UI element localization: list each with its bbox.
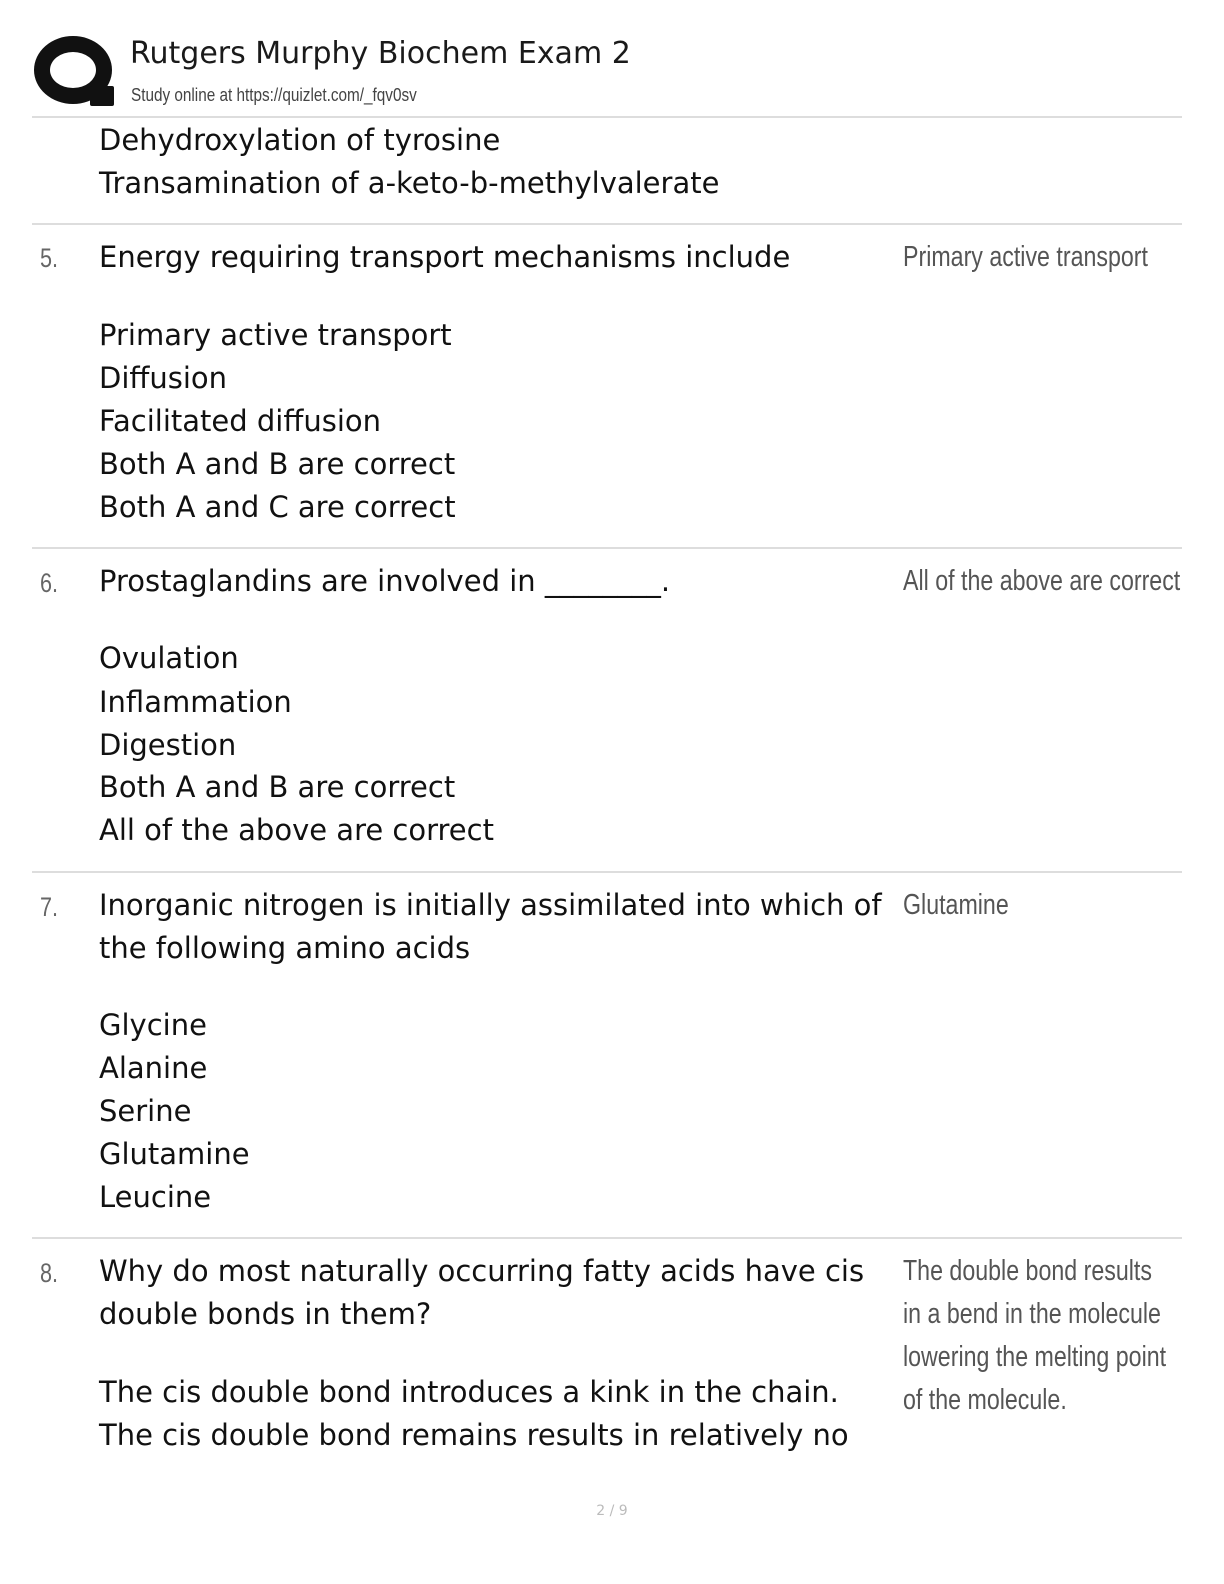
question-text: the following amino acids (99, 931, 471, 965)
option-text: Transamination of a-keto-b-methylvalerate (99, 166, 720, 200)
question-number: 5. (40, 243, 59, 273)
option-text: Glycine (99, 1008, 207, 1042)
question-text: Prostaglandins are involved in ________. (99, 564, 671, 598)
question-text: Why do most naturally occurring fatty acids have cis (99, 1254, 865, 1288)
answer-text: All of the above are correct (903, 565, 1181, 597)
question-number: 8. (40, 1258, 59, 1288)
option-text: Inflammation (99, 685, 292, 719)
answer-text: Primary active transport (903, 241, 1148, 273)
quizlet-logo-tail (90, 86, 114, 106)
option-text: The cis double bond remains results in relatively no (99, 1418, 849, 1452)
option-text: Leucine (99, 1180, 212, 1214)
answer-text: Glutamine (903, 889, 1009, 921)
option-text: Both A and B are correct (99, 770, 456, 804)
section-divider (32, 223, 1182, 225)
option-text: Ovulation (99, 641, 239, 675)
header-divider (32, 116, 1182, 118)
option-text: Both A and B are correct (99, 447, 456, 481)
question-text: double bonds in them? (99, 1297, 432, 1331)
answer-text: The double bond results (903, 1255, 1152, 1287)
question-text: Energy requiring transport mechanisms include (99, 240, 791, 274)
question-number: 7. (40, 892, 59, 922)
section-divider (32, 871, 1182, 873)
page-header (32, 30, 1182, 116)
option-text: Glutamine (99, 1137, 250, 1171)
page-number: 2 / 9 (596, 1503, 628, 1519)
page-title: Rutgers Murphy Biochem Exam 2 (130, 36, 631, 71)
answer-text: lowering the melting point (903, 1341, 1167, 1373)
option-text: Both A and C are correct (99, 490, 456, 524)
option-text: The cis double bond introduces a kink in the chain. (99, 1375, 839, 1409)
option-text: Primary active transport (99, 318, 452, 352)
option-text: Digestion (99, 728, 237, 762)
option-text: Facilitated diffusion (99, 404, 381, 438)
answer-text: in a bend in the molecule (903, 1298, 1161, 1330)
answer-text: of the molecule. (903, 1384, 1067, 1416)
option-text: Dehydroxylation of tyrosine (99, 123, 501, 157)
option-text: Serine (99, 1094, 192, 1128)
study-online-link[interactable]: Study online at https://quizlet.com/_fqv0sv (131, 85, 417, 105)
option-text: All of the above are correct (99, 813, 494, 847)
option-text: Alanine (99, 1051, 208, 1085)
option-text: Diffusion (99, 361, 228, 395)
question-number: 6. (40, 568, 59, 598)
question-text: Inorganic nitrogen is initially assimilated into which of (99, 888, 882, 922)
section-divider (32, 547, 1182, 549)
section-divider (32, 1237, 1182, 1239)
